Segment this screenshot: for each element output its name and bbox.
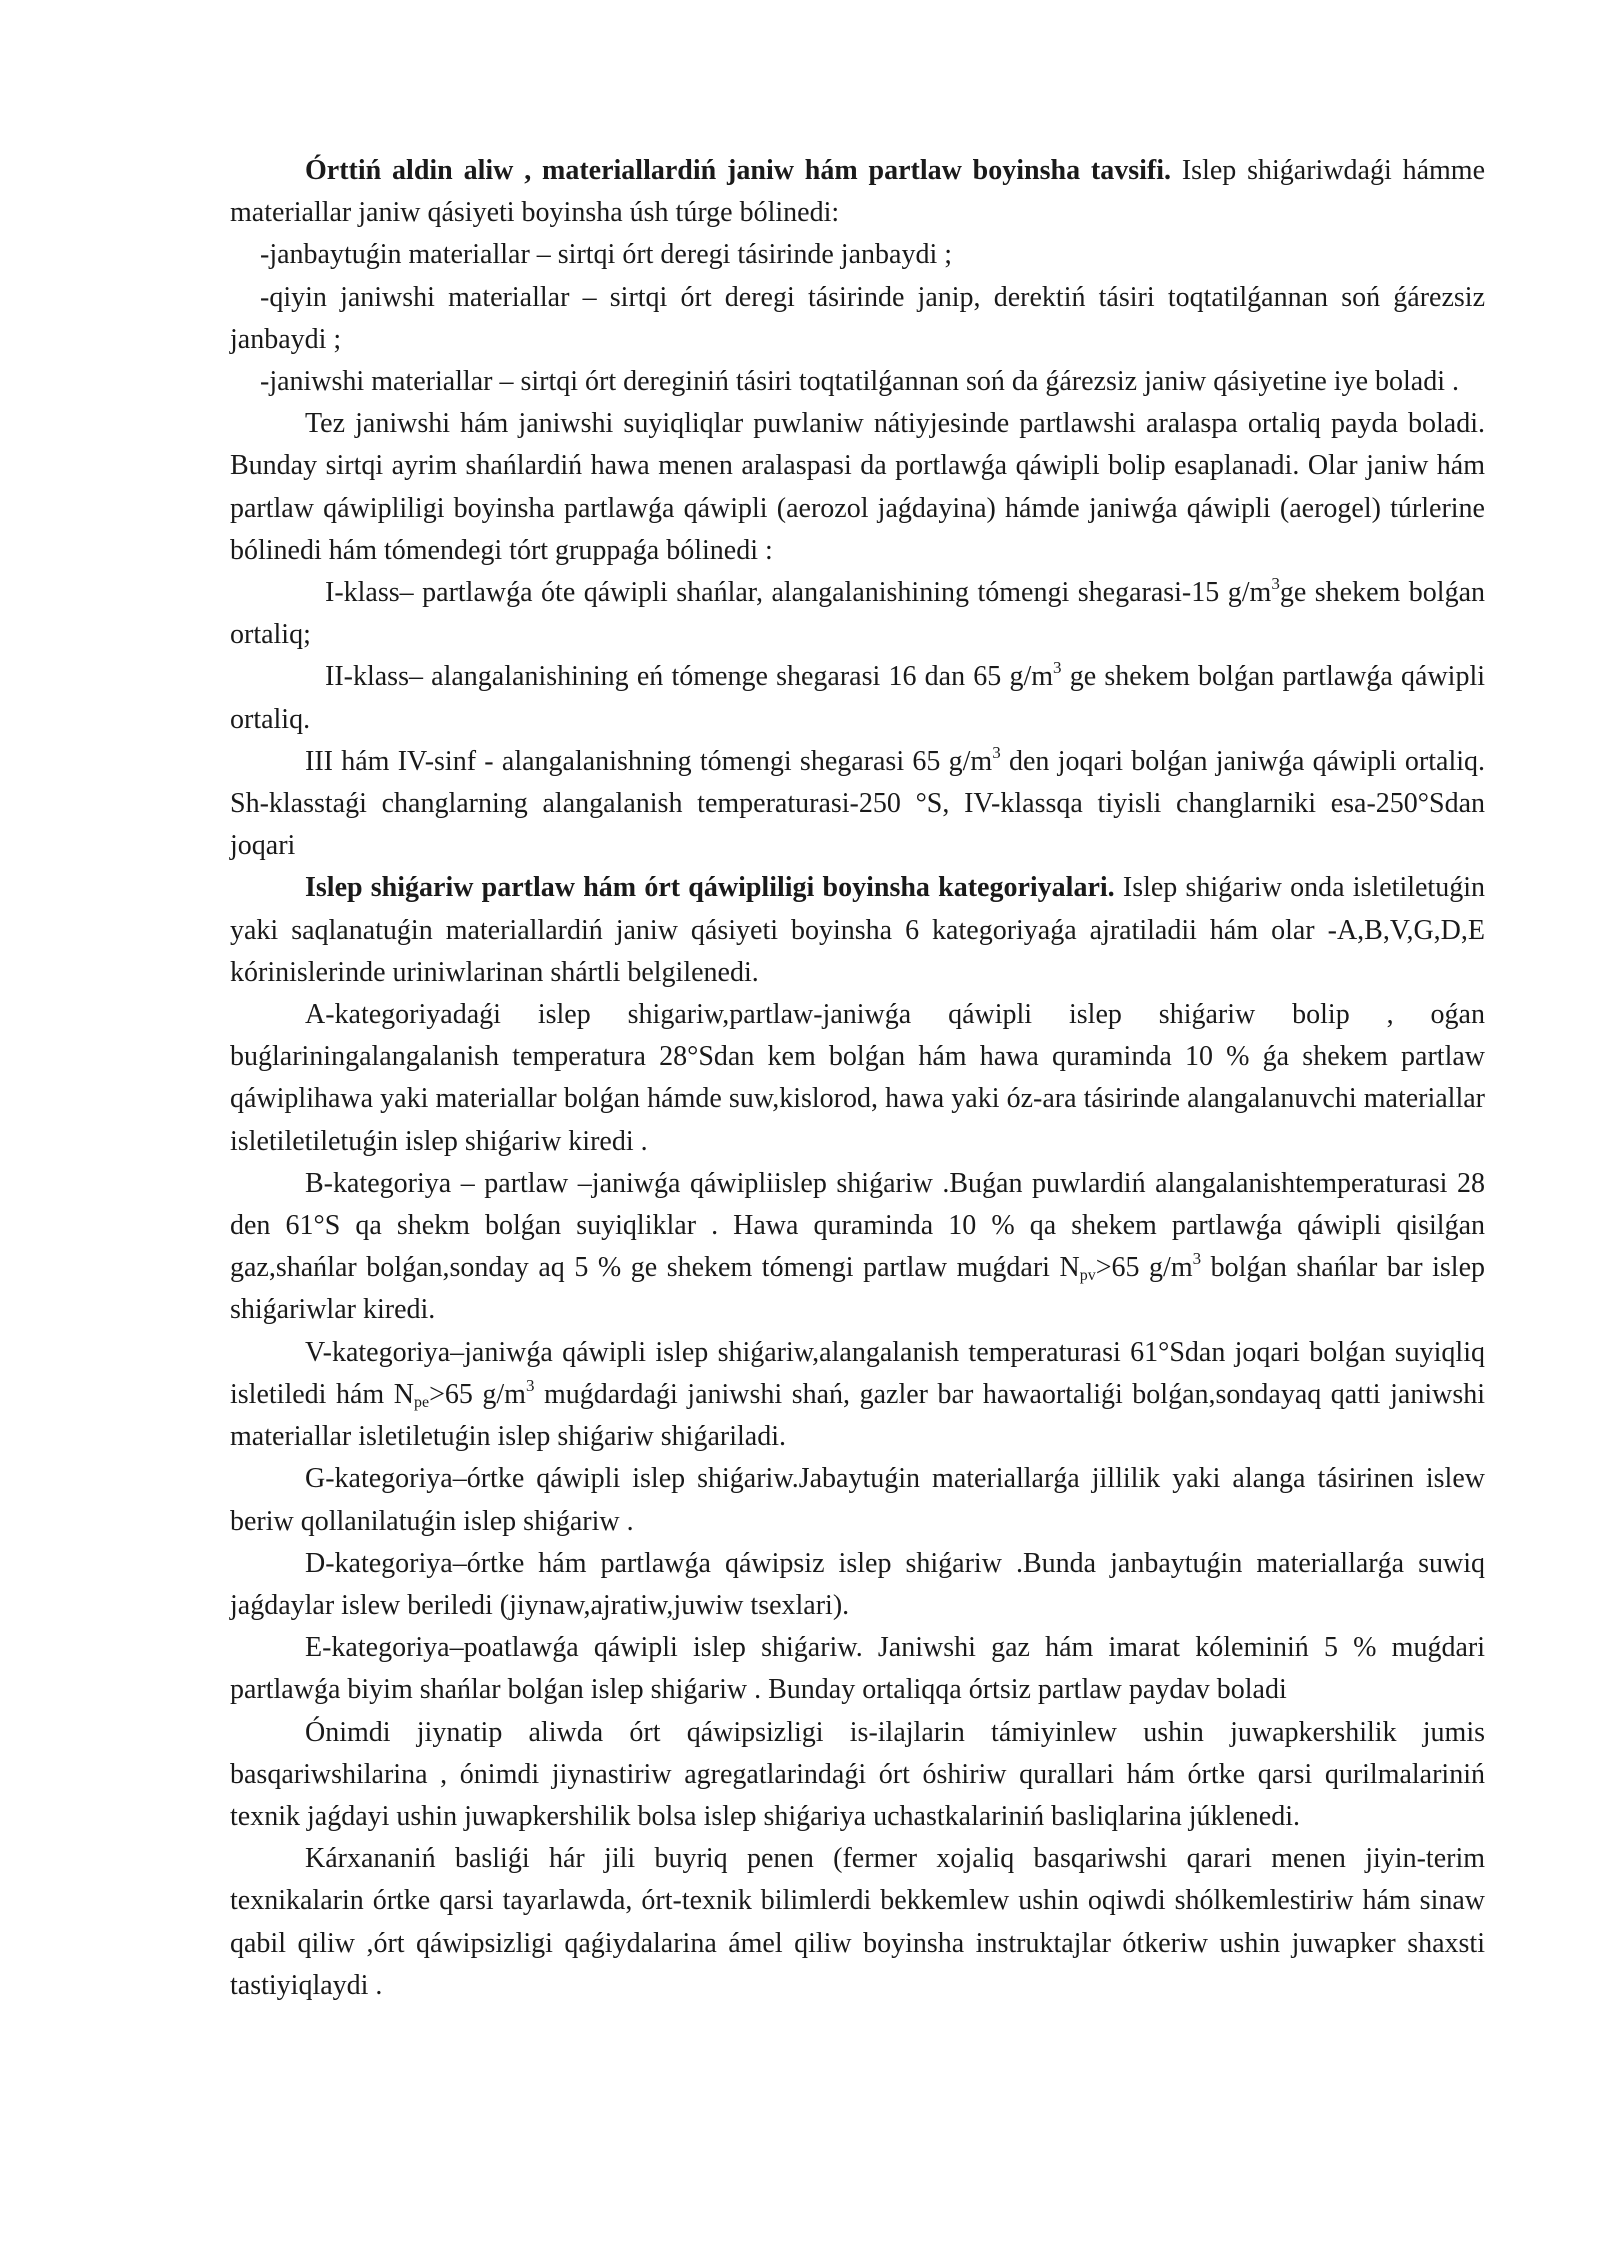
responsibility-paragraph: Ónimdi jiynatip aliwda órt qáwipsizligi is-ilajlarin támiyinlew ushin juwapkershilik jumis basqariwshilarina , ónimdi jiynastiriw agregatlarindaǵi órt óshiriw qurallari hám órtke qarsi qurilmalariniń texnik jaǵdayi ushin juwapkershilik bolsa islep shiǵariya uchastkalariniń basliqlarina júklenedi. [230, 1716, 1485, 1832]
class-1-paragraph: I-klass– partlawǵa óte qáwipli shańlar, alangalanishining tómengi shegarasi-15 $g/m^3ge$ shekem bolǵan ortaliq; [230, 574, 1486, 651]
category-d-paragraph: D-kategoriya–órtke hám partlawǵa qáwipsiz islep shiǵariw .Bunda janbaytuǵin materiallarǵa suwiq jaǵdaylar islew beriledi (jiynaw,ajratiw,juwiw tsexlari). [230, 1547, 1485, 1621]
category-b-paragraph: B-kategoriya – partlaw –janiwǵa qáwipliislep shiǵariw .Buǵan puwlardiń alangalanishtemperaturasi 28 den 61°S qa shekm bolǵan suyiqliklar . Hawa quraminda 10 % qa shekem partlawǵa qáwipli qisilǵan gaz,shańlar bolǵan,sonday aq 5 % ge shekem tómengi partlaw muǵdari $N_{pv}>65$ $g/m^3$ bolǵan shańlar bar islep shiǵariwlar kiredi. [230, 1167, 1485, 1326]
category-a-paragraph: A-kategoriyadaǵi islep shigariw,partlaw-janiwǵa qáwipli islep shiǵariw bolip , oǵan buǵlariningalangalanish temperatura 28°Sdan kem bolǵan hám hawa quraminda 10 % ǵa shekem partlaw qáwiplihawa yaki materiallar bolǵan hámde suw,kislorod, hawa yaki óz-ara tásirinde alangalanuvchi materiallar isletiletiletuǵin islep shiǵariw kiredi . [230, 999, 1485, 1157]
paragraph-explosive-mixtures: Tez janiwshi hám janiwshi suyiqliqlar puwlaniw nátiyjesinde partlawshi aralaspa ortaliq payda boladi. Bunday sirtqi ayrim shańlardiń hawa menen aralaspasi da portlawǵa qáwipli bolip esaplanadi. Olar janiw hám partlaw qáwipliligi boyinsha partlawǵa qáwipli (aerozol jaǵdayina) hámde janiwǵa qáwipli (aerogel) túrlerine bólinedi hám tómendegi tórt gruppaǵa bólinedi : [230, 408, 1485, 566]
list-item-non-combustible: -janbaytuǵin materiallar – sirtqi órt deregi tásirinde janbaydi ; [260, 239, 953, 271]
class-3-4-paragraph: III hám IV-sinf - alangalanishning tómengi shegarasi 65 $g/m^3$ den joqari bolǵan janiwǵa qáwipli ortaliq. Sh-klasstaǵi changlarning alangalanish temperaturasi-250 °S, IV-klassqa tiyisli changlarniki esa-250°Sdan joqari [230, 742, 1486, 862]
intro-paragraph [230, 150, 1485, 234]
category-g-paragraph: G-kategoriya–órtke qáwipli islep shiǵariw.Jabaytuǵin materiallarǵa jillilik yaki alanga tásirinen islew beriw qollanilatuǵin islep shiǵariw . [230, 1463, 1485, 1537]
section-heading-categories: Islep shiǵariw partlaw hám órt qáwipliligi boyinsha kategoriyalari. [305, 872, 1115, 904]
categories-paragraph: Islep shiǵariw partlaw hám órt qáwipliligi boyinsha kategoriyalari. Islep shiǵariw onda isletiletuǵin yaki saqlanatuǵin materiallardiń janiw qásiyeti boyinsha 6 kategoriyaǵa ajratiladii hám olar -A,B,V,G,D,E kórinislerinde uriniwlarinan shártli belgilenedi. [230, 872, 1485, 988]
director-duties-paragraph: Kárxananiń basliǵi hár jili buyriq penen (fermer xojaliq basqariwshi qarari menen jiyin-terim texnikalarin órtke qarsi tayarlawda, órt-texnik bilimlerdi bekkemlew ushin oqiwdi shólkemlestiriw hám sinaw qabil qiliw ,órt qáwipsizligi qaǵiydalarina ámel qiliw boyinsha instruktajlar ótkeriw ushin juwapker shaxsti tastiyiqlaydi . [230, 1843, 1485, 2001]
category-e-paragraph: E-kategoriya–poatlawǵa qáwipli islep shiǵariw. Janiwshi gaz hám imarat kóleminiń 5 % muǵdari partlawǵa biyim shańlar bolǵan islep shiǵariw . Bunday ortaliqqa órtsiz partlaw paydav boladi [230, 1632, 1485, 1706]
list-item-hard-combustible: -qiyin janiwshi materiallar – sirtqi órt deregi tásirinde janip, derektiń tásiri toqtatilǵannan soń ǵárezsiz janbaydi ; [230, 281, 1485, 355]
category-v-paragraph: V-kategoriya–janiwǵa qáwipli islep shiǵariw,alangalanish temperaturasi 61°Sdan joqari bolǵan suyiqliq isletiledi hám $N_{pe}>65$ $g/m^3$ muǵdardaǵi janiwshi shań, gazler bar hawaortaliǵi bolǵan,sondayaq qatti janiwshi materiallar isletiletuǵin islep shiǵariw shiǵariladi. [230, 1336, 1486, 1453]
intro-text: Islep shiǵariwdaǵi hámme materiallar janiw qásiyeti boyinsha úsh túrge bólinedi: [230, 155, 1485, 229]
section-heading-fire-properties: Órttiń aldin aliw , materiallardiń janiw hám partlaw boyinsha tavsifi. [305, 155, 1172, 186]
class-2-paragraph: II-klass– alangalanishining eń tómenge shegarasi 16 dan 65 $g/m^3$ ge shekem bolǵan partlawǵa qáwipli ortaliq. [230, 658, 1486, 735]
list-item-combustible: -janiwshi materiallar – sirtqi órt dereginiń tásiri toqtatilǵannan soń da ǵárezsiz janiw qásiyetine iye boladi . [260, 366, 1459, 398]
document-page [230, 150, 1485, 2007]
